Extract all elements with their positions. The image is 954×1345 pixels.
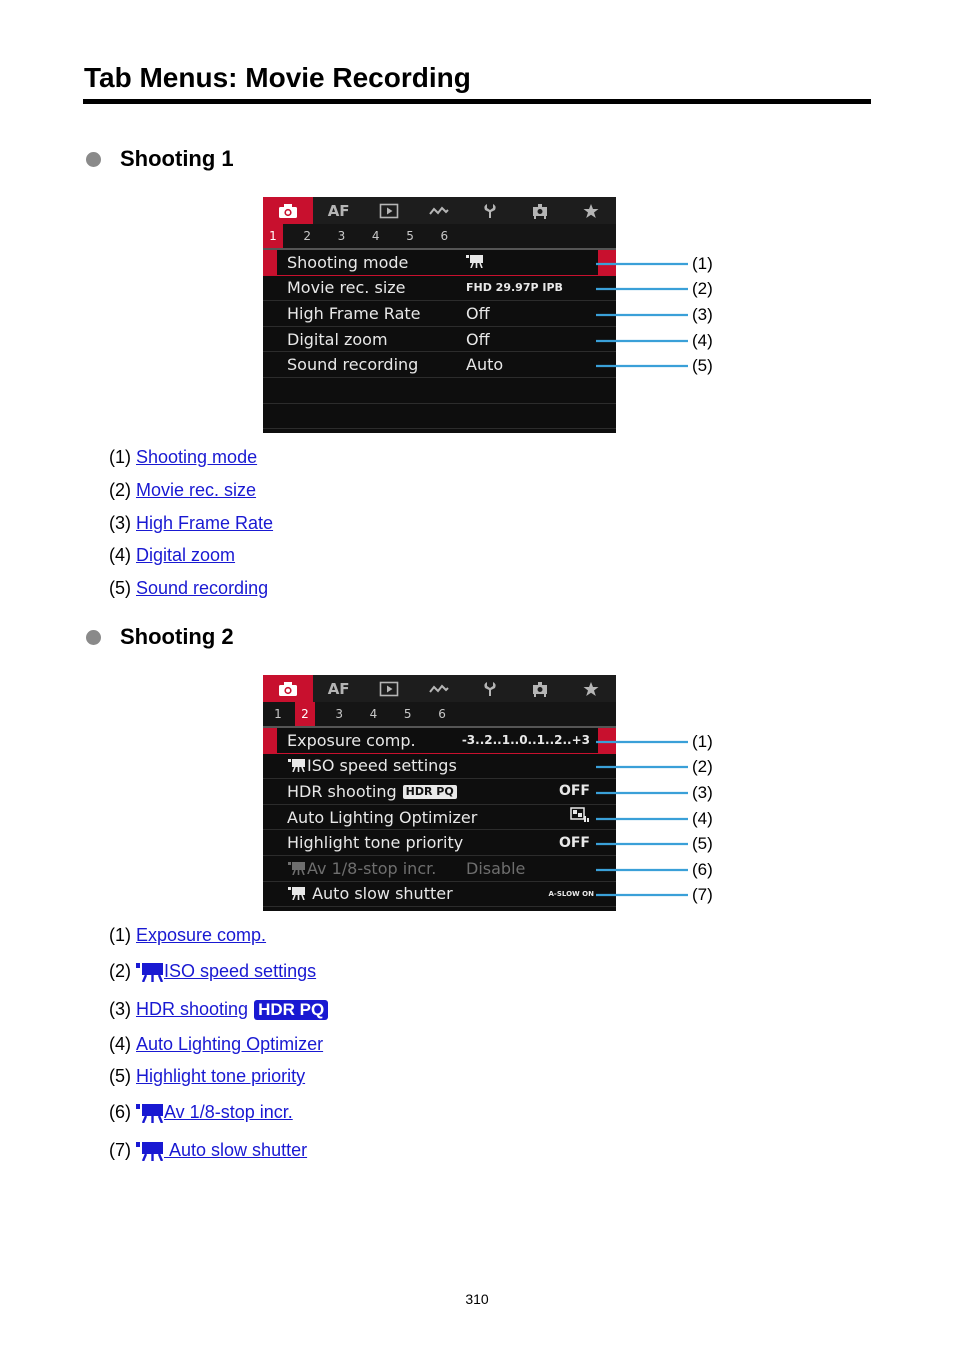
list-item [109,999,328,1020]
link-auto-slow-shutter[interactable] [136,1140,307,1161]
list-item [109,1140,307,1161]
list-item [109,1034,323,1055]
menu-item-value: Disable [466,858,526,878]
sub-tab-numbers [263,702,616,728]
list-item-prefix: (5) [109,1066,131,1086]
menu-item-empty [263,404,616,430]
menu-item-value [570,807,590,827]
movie-icon [287,861,307,875]
tab-af[interactable] [313,197,363,224]
menu-item-label: Movie rec. size [287,278,406,298]
menu-item-value [466,253,484,272]
sub-tab-5[interactable]: 5 [406,229,414,243]
callout-number: (4) [692,809,713,828]
list-item-prefix: (4) [109,1034,131,1054]
list-item-prefix: (2) [109,961,131,981]
link-exposure-comp[interactable]: Exposure comp. [136,925,267,945]
tab-af[interactable] [313,675,363,702]
movie-icon [466,254,484,268]
link-text: Av 1/8-stop incr. [164,1102,293,1122]
link-text: ISO speed settings [164,961,317,981]
movie-icon [136,1141,164,1161]
wrench-icon [480,203,500,219]
menu-item-empty [263,378,616,404]
section-heading-shooting-1 [86,146,234,172]
title-rule [83,99,871,104]
menu-item-label [287,756,457,775]
tab-af-label: AF [327,679,350,698]
callout-number: (5) [692,356,713,375]
camera-icon [278,203,298,219]
list-item [109,1102,293,1123]
sub-tab-3[interactable]: 3 [335,707,343,721]
list-item-prefix: (3) [109,999,131,1019]
link-highlight-tone-priority[interactable]: Highlight tone priority [136,1066,306,1086]
tab-my-menu[interactable] [566,197,616,224]
menu-item-value: Off [466,303,490,323]
list-item-prefix: (5) [109,578,131,598]
camera-tab-bar [263,197,616,224]
menu-item-label [287,859,436,878]
tab-custom-functions[interactable] [515,197,565,224]
menu-item-shooting-mode[interactable] [263,250,616,276]
menu-item-auto-lighting-optimizer[interactable] [263,805,616,831]
link-auto-lighting-optimizer[interactable]: Auto Lighting Optimizer [136,1034,324,1054]
sub-tab-1[interactable]: 1 [274,707,282,721]
list-item-prefix: (1) [109,925,131,945]
callout-number: (1) [692,254,713,273]
menu-item-label: Shooting mode [287,252,409,272]
camera-icon [278,681,298,697]
camera-menu-screen-shooting-1 [263,197,616,433]
menu-item-movie-rec-size[interactable] [263,276,616,302]
bullet-icon [86,630,101,645]
callout-number: (6) [692,860,713,879]
tab-shooting[interactable] [263,675,313,702]
list-item [109,513,273,534]
tab-playback[interactable] [364,675,414,702]
menu-item-label: Highlight tone priority [287,833,464,853]
list-item-prefix: (4) [109,545,131,565]
link-text: Auto slow shutter [169,1140,308,1160]
list-item [109,447,257,468]
star-icon [581,203,601,219]
menu-item-label-text: Auto slow shutter [312,884,453,904]
tab-af-label: AF [327,201,350,220]
sub-tab-4[interactable]: 4 [369,707,378,721]
link-av-1-8-stop-incr[interactable] [136,1102,293,1123]
sub-tab-numbers [263,224,616,250]
custom-icon [530,681,550,697]
callout-number: (2) [692,279,713,298]
hdr-pq-badge: HDR PQ [254,1000,328,1020]
menu-item-value: A-SLOW ON [548,889,594,898]
sub-tab-4[interactable]: 4 [371,229,380,243]
link-hdr-shooting[interactable] [136,999,328,1020]
menu-item-label [287,884,453,903]
list-item-prefix: (7) [109,1140,131,1160]
sub-tab-6[interactable]: 6 [440,229,449,243]
tab-custom-functions[interactable] [515,675,565,702]
tab-wireless[interactable] [414,675,464,702]
sub-tab-5[interactable]: 5 [403,707,412,721]
callout-number: (3) [692,783,713,802]
tab-setup[interactable] [465,675,515,702]
list-item-prefix: (2) [109,480,131,500]
list-item-prefix: (6) [109,1102,131,1122]
section-heading-text: Shooting 2 [120,624,234,649]
link-digital-zoom[interactable]: Digital zoom [136,545,236,565]
tab-playback[interactable] [364,197,414,224]
menu-item-high-frame-rate[interactable] [263,301,616,327]
menu-item-label: Auto Lighting Optimizer [287,807,478,827]
list-item [109,545,235,566]
camera-tab-bar [263,675,616,702]
menu-item-label: High Frame Rate [287,303,421,323]
callout-number: (1) [692,732,713,751]
custom-icon [530,203,550,219]
sub-tab-2[interactable]: 2 [295,702,315,726]
menu-item-label: Exposure comp. [287,730,416,750]
menu-item-digital-zoom[interactable] [263,327,616,353]
tab-wireless[interactable] [414,197,464,224]
menu-item-label [287,782,457,801]
tab-setup[interactable] [465,197,515,224]
callout-number: (5) [692,834,713,853]
movie-icon [136,1103,164,1123]
camera-menu-screen-shooting-2 [263,675,616,911]
link-shooting-mode[interactable]: Shooting mode [136,447,258,467]
section-heading-text: Shooting 1 [120,146,234,171]
menu-item-label-text: ISO speed settings [307,756,457,776]
list-item [109,961,316,982]
sub-tab-2[interactable]: 2 [303,229,311,243]
menu-item-label-text: Av 1/8-stop incr. [307,858,437,878]
menu-item-iso-speed-settings[interactable] [263,754,616,780]
menu-item-value: FHD 29.97P IPB [466,281,563,295]
menu-item-av-1-8-stop-incr[interactable] [263,856,616,882]
callout-number: (2) [692,757,713,776]
menu-item-auto-slow-shutter[interactable] [263,882,616,908]
wireless-icon [429,681,449,697]
list-item-prefix: (1) [109,447,131,467]
movie-icon [136,962,164,982]
section-heading-shooting-2 [86,624,234,650]
menu-item-label: Sound recording [287,355,419,375]
link-text: HDR shooting [136,999,249,1019]
play-icon [379,203,399,219]
callout-number: (3) [692,305,713,324]
menu-item-value: OFF [558,834,590,851]
menu-item-value: -3..2..1..0..1..2..+3 [461,733,590,748]
menu-item-hdr-shooting[interactable] [263,779,616,805]
star-icon [581,681,601,697]
wireless-icon [429,203,449,219]
menu-item-label: Digital zoom [287,329,388,349]
link-iso-speed-settings[interactable] [136,961,316,982]
menu-item-value: Auto [466,355,504,375]
list-item [109,925,266,946]
wrench-icon [480,681,500,697]
list-item-prefix: (3) [109,513,131,533]
link-high-frame-rate[interactable]: High Frame Rate [136,513,274,533]
list-item [109,1066,305,1087]
menu-item-exposure-comp[interactable] [263,728,616,754]
menu-item-label-text: HDR shooting [287,781,397,801]
page-number: 310 [465,1291,489,1307]
auto-lighting-optimizer-icon [570,807,590,823]
callout-number: (7) [692,885,713,904]
menu-item-value: Off [466,329,490,349]
sub-tab-3[interactable]: 3 [337,229,346,243]
list-item [109,578,268,599]
sub-tab-6[interactable]: 6 [438,707,446,721]
menu-item-sound-recording[interactable] [263,352,616,378]
sub-tab-1[interactable]: 1 [263,224,283,248]
tab-shooting[interactable] [263,197,313,224]
page-title: Tab Menus: Movie Recording [84,62,471,93]
tab-my-menu[interactable] [566,675,616,702]
hdr-pq-chip: HDR PQ [403,785,457,799]
callout-number: (4) [692,331,713,350]
movie-icon [287,886,307,900]
bullet-icon [86,152,101,167]
list-item [109,480,256,501]
play-icon [379,681,399,697]
menu-item-value: OFF [558,783,590,800]
link-sound-recording[interactable]: Sound recording [136,578,269,598]
link-movie-rec-size[interactable]: Movie rec. size [136,480,257,500]
menu-item-highlight-tone-priority[interactable] [263,830,616,856]
movie-icon [287,758,307,772]
